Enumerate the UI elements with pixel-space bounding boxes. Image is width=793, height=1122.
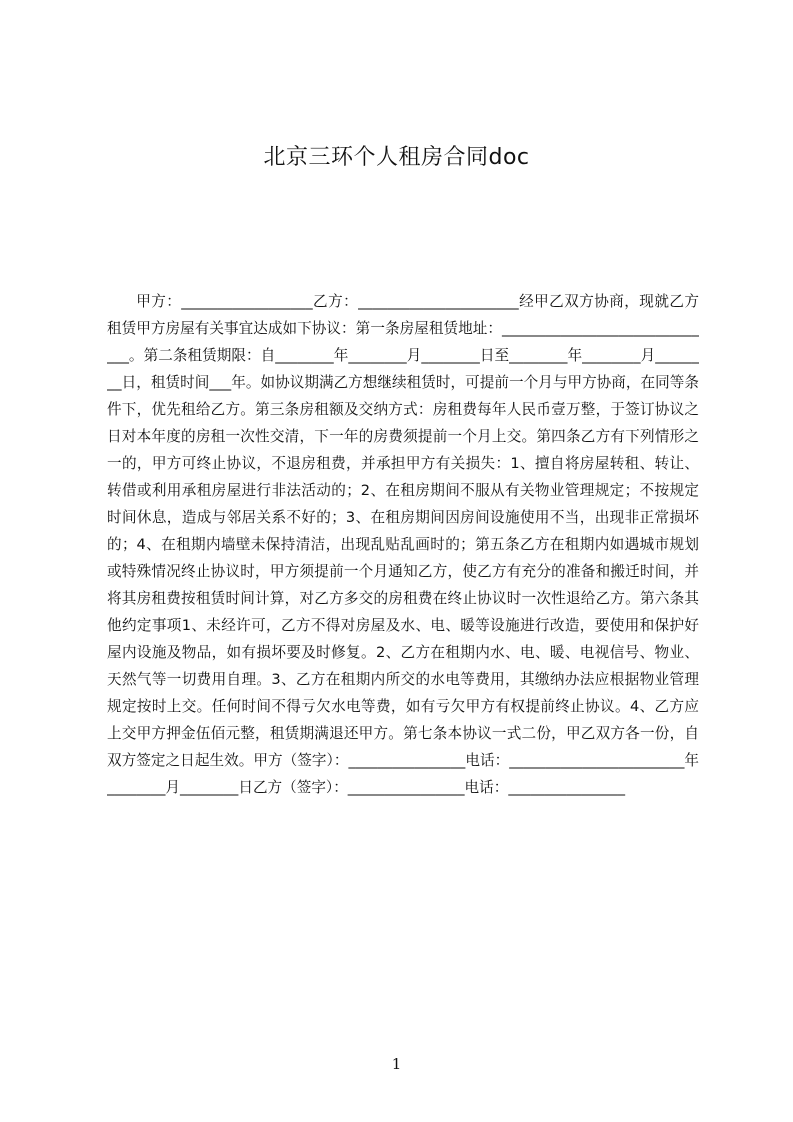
contract-body: 甲方：__________________乙方：______________________经甲乙双方协商，现就乙方租赁甲方房屋有关事宜达成如下协议：第一条房屋租赁地址：______________________________。第二条租赁期限：自________年________月________日至________年________月________日，租赁时间___年。如协议期满乙方想继续租赁时，可提前一个月与甲方协商，在同等条件下，优先租给乙方。第三条房租额及交纳方式：房租费每年人民币壹万整，于签订协议之日对本年度的房租一次性交清，下一年的房费须提前一个月上交。第四条乙方有下列情形之一的，甲方可终止协议，不退房租费，并承担甲方有关损失：1、擅自将房屋转租、转让、转借或利用承租房屋进行非法活动的；2、在租房期间不服从有关物业管理规定；不按规定时间休息，造成与邻居关系不好的；3、在租房期间因房间设施使用不当，出现非正常损坏的；4、在租期内墙壁未保持清洁，出现乱贴乱画时的；第五条乙方在租期内如遇城市规划或特殊情况终止协议时，甲方须提前一个月通知乙方，使乙方有充分的准备和搬迁时间，并将其房租费按租赁时间计算，对乙方多交的房租费在终止协议时一次性退给乙方。第六条其他约定事项1、未经许可，乙方不得对房屋及水、电、暖等设施进行改造，要使用和保护好屋内设施及物品，如有损坏要及时修复。2、乙方在租期内水、电、暖、电视信号、物业、天然气等一切费用自理。3、乙方在租期内所交的水电等费用，其缴纳办法应根据物业管理规定按时上交。任何时间不得亏欠水电等费，如有亏欠甲方有权提前终止协议。4、乙方应上交甲方押金伍佰元整，租赁期满退还甲方。第七条本协议一式二份，甲乙双方各一份，自双方签定之日起生效。甲方（签字）：________________电话：________________________年________月________日乙方（签字）：________________电话：________________ <box>107 293 699 796</box>
page-number: 1 <box>391 1055 402 1073</box>
document-title: 北京三环个人租房合同doc <box>263 145 530 170</box>
